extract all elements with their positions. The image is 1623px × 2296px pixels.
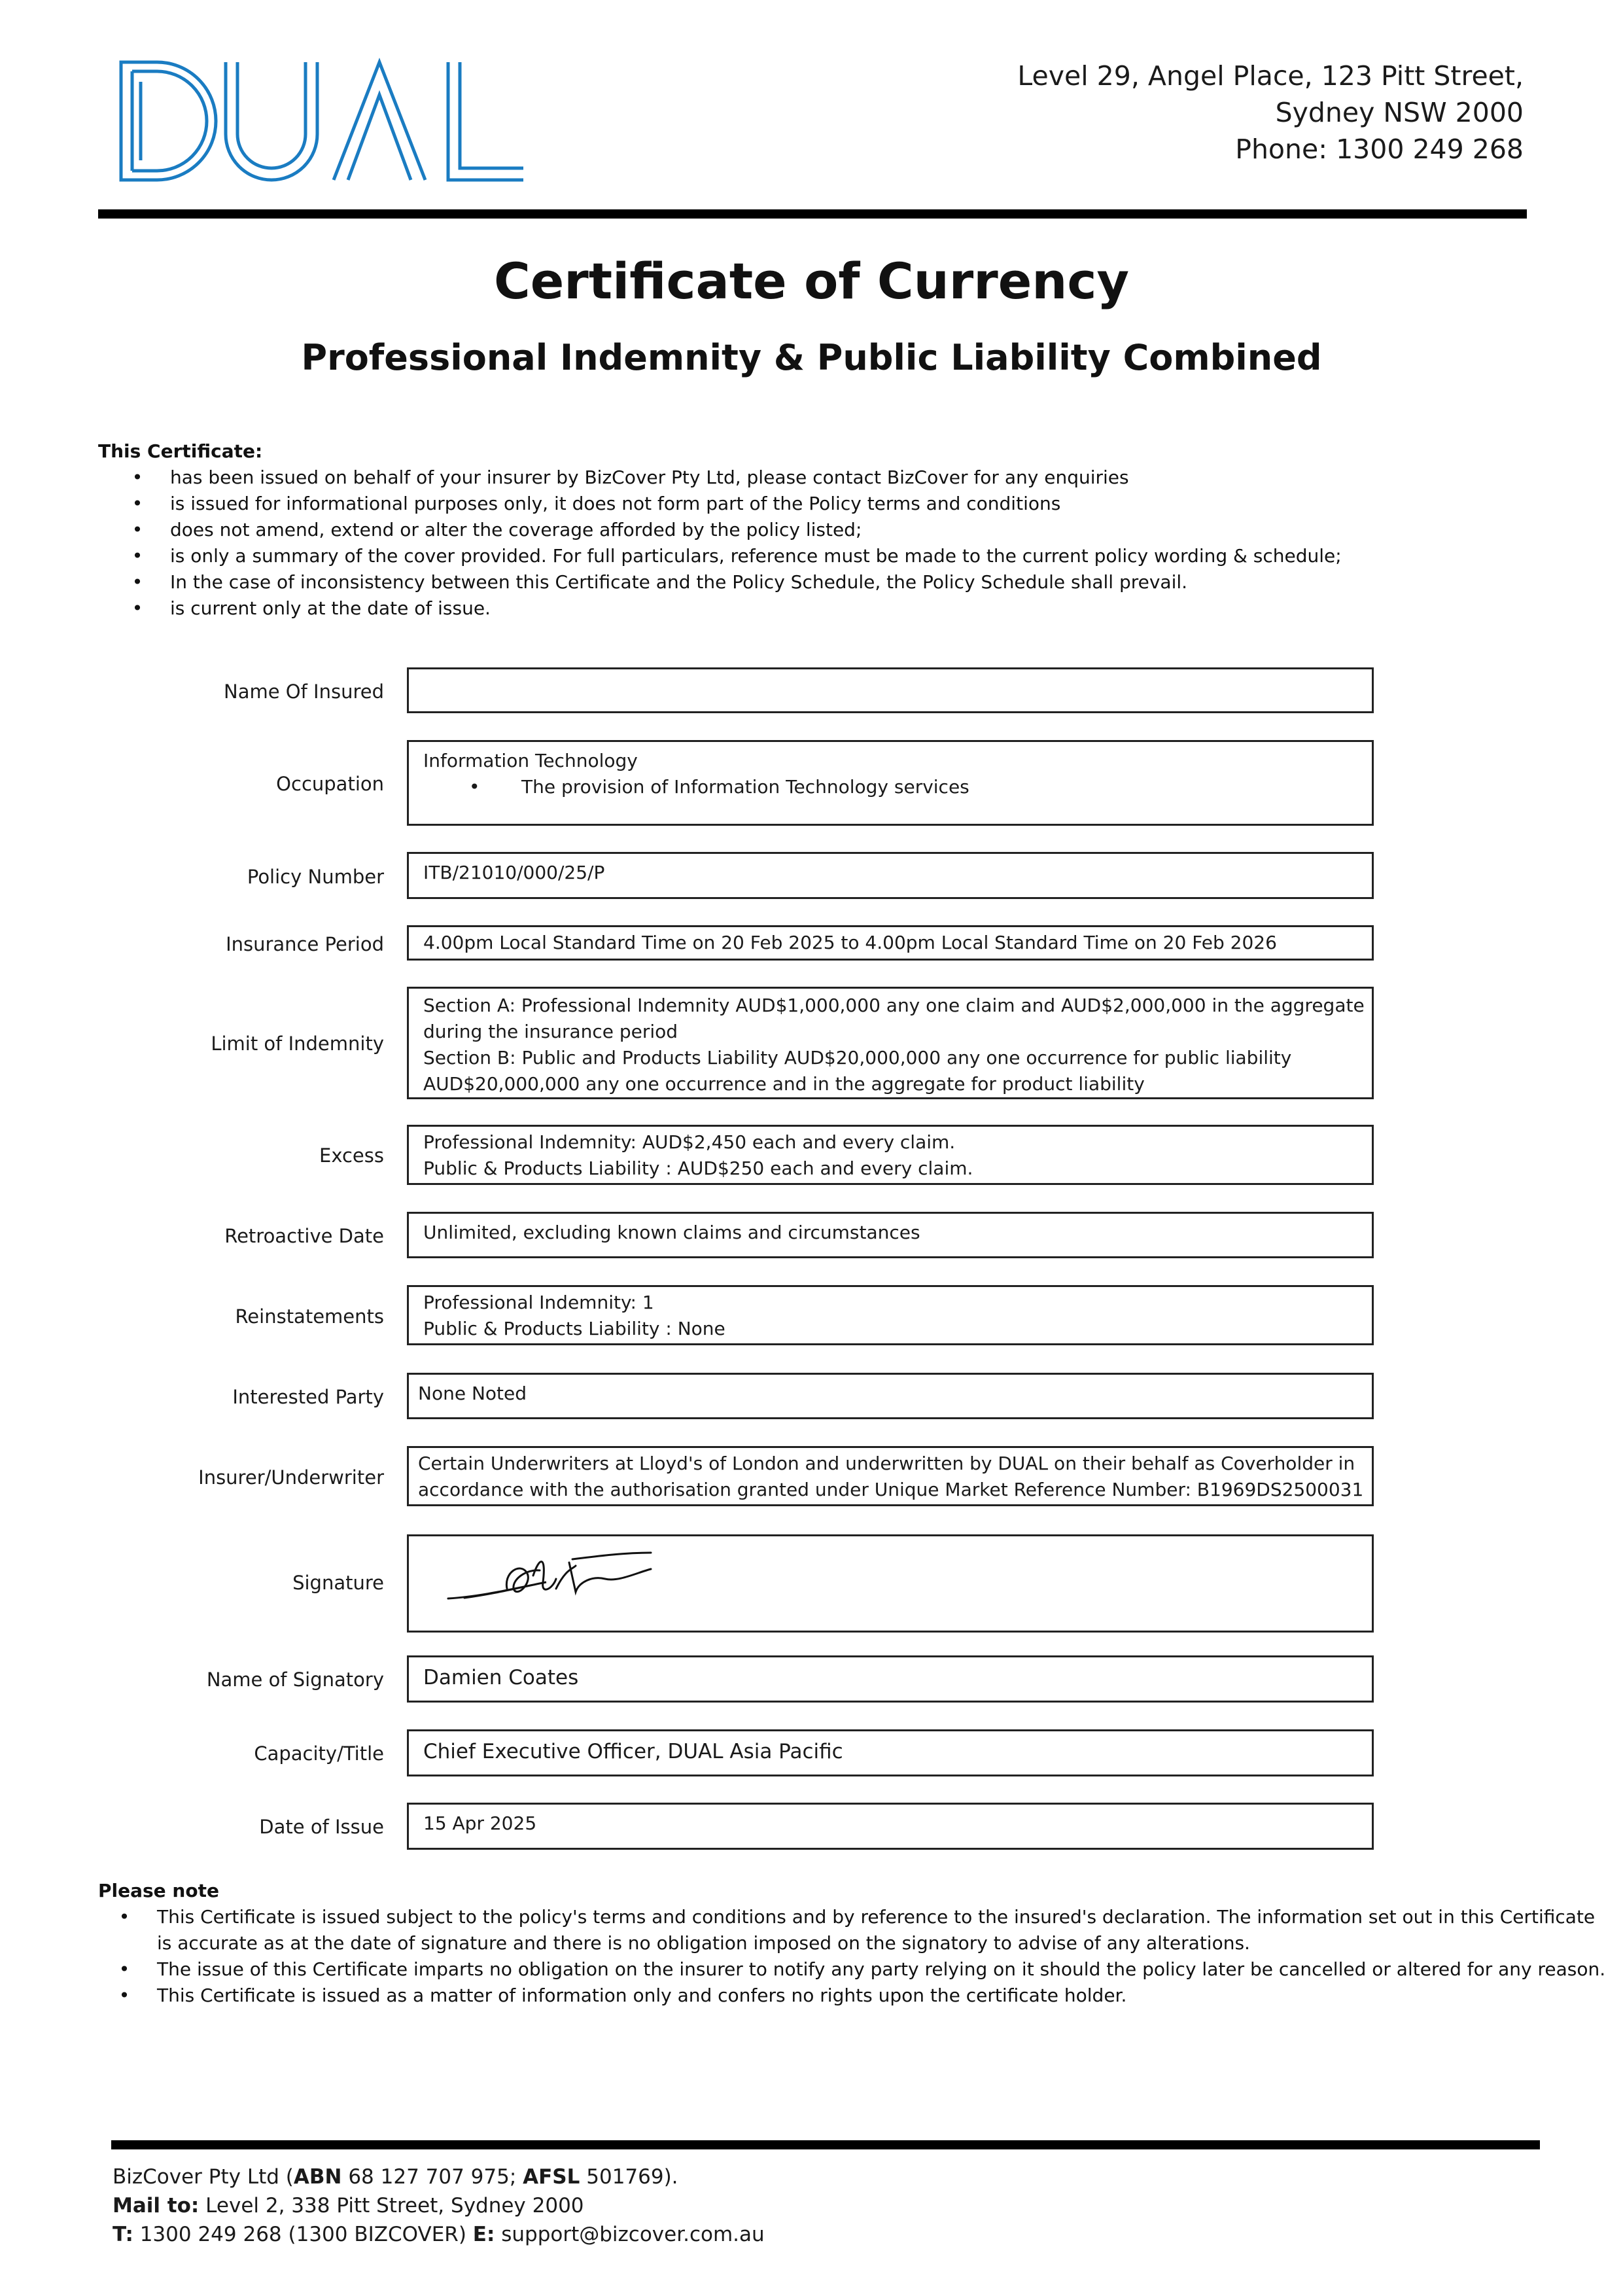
label-signature: Signature (292, 1572, 384, 1594)
address-line-2: Sydney NSW 2000 (1275, 97, 1524, 128)
list-item: • In the case of inconsistency between this Certificate and the Policy Schedule, the Policy Schedule shall prevail. (131, 571, 1188, 593)
insurer-line: Certain Underwriters at Lloyd's of London and underwritten by DUAL on their behalf as Coverholder in (418, 1453, 1355, 1474)
date-of-issue-box: 15 Apr 2025 (407, 1803, 1374, 1850)
reinstatements-box (407, 1285, 1374, 1345)
name-of-insured-box (407, 667, 1374, 713)
list-item: • This Certificate is issued subject to the policy's terms and conditions and by reference to the insured's declaration. The information set out in this Certificate (118, 1906, 1596, 1928)
limit-line: during the insurance period (423, 1021, 678, 1042)
list-item: • This Certificate is issued as a matter of information only and confers no rights upon the certificate holder. (118, 1985, 1127, 2006)
address-line-1: Level 29, Angel Place, 123 Pitt Street, (1017, 60, 1524, 92)
label-occupation: Occupation (276, 773, 384, 795)
policy-number-box: ITB/21010/000/25/P (407, 852, 1374, 899)
page-subtitle: Professional Indemnity & Public Liability Combined (301, 337, 1322, 378)
limit-line: Section B: Public and Products Liability AUD$20,000,000 any one occurrence for public liability (423, 1047, 1292, 1069)
list-item: is accurate as at the date of signature and there is no obligation imposed on the signatory to advise of any alterations. (157, 1932, 1250, 1954)
list-item: • is only a summary of the cover provided. For full particulars, reference must be made to the current policy wording & schedule; (131, 545, 1342, 567)
reinstatement-line: Public & Products Liability : None (423, 1318, 725, 1339)
label-limit-of-indemnity: Limit of Indemnity (211, 1033, 384, 1055)
insurer-box (407, 1446, 1374, 1506)
label-insurer: Insurer/Underwriter (198, 1466, 384, 1489)
label-reinstatements: Reinstatements (235, 1305, 384, 1328)
retroactive-date-box: Unlimited, excluding known claims and circumstances (407, 1212, 1374, 1258)
interested-party-box: None Noted (407, 1373, 1374, 1419)
footer-company: BizCover Pty Ltd (ABN 68 127 707 975; AFSL 501769). (113, 2165, 678, 2189)
list-item: • The issue of this Certificate imparts no obligation on the insurer to notify any party relying on it should the policy later be cancelled or altered for any reason. (118, 1958, 1606, 1980)
list-item: • is current only at the date of issue. (131, 597, 491, 619)
footer-email-link[interactable]: support@bizcover.com.au (495, 2223, 765, 2246)
capacity-box: Chief Executive Officer, DUAL Asia Pacific (407, 1729, 1374, 1776)
label-date-of-issue: Date of Issue (259, 1816, 384, 1838)
label-policy-number: Policy Number (247, 866, 384, 888)
reinstatement-line: Professional Indemnity: 1 (423, 1292, 654, 1313)
label-interested-party: Interested Party (232, 1386, 384, 1408)
occupation-box (407, 740, 1374, 826)
insurance-period-box: 4.00pm Local Standard Time on 20 Feb 2025 to 4.00pm Local Standard Time on 20 Feb 2026 (407, 925, 1374, 961)
list-item: • is issued for informational purposes only, it does not form part of the Policy terms and conditions (131, 493, 1061, 514)
intro-list (131, 465, 1505, 622)
occupation-value: Information Technology (423, 750, 638, 771)
limit-of-indemnity-box (407, 987, 1374, 1099)
page-title: Certificate of Currency (493, 252, 1129, 310)
label-name-of-insured: Name Of Insured (224, 680, 384, 703)
note-list (118, 1904, 1606, 2009)
note-heading: Please note (98, 1880, 219, 1901)
intro-heading: This Certificate: (98, 440, 263, 462)
name-of-signatory-box: Damien Coates (407, 1655, 1374, 1703)
signature-image (442, 1543, 657, 1615)
excess-box (407, 1125, 1374, 1185)
insurer-line: accordance with the authorisation granted under Unique Market Reference Number: B1969DS2500031 (418, 1479, 1364, 1500)
signature-box (407, 1534, 1374, 1633)
label-insurance-period: Insurance Period (226, 933, 384, 955)
label-excess: Excess (319, 1144, 384, 1167)
footer-rule (111, 2140, 1540, 2149)
list-item: • has been issued on behalf of your insurer by BizCover Pty Ltd, please contact BizCover for any enquiries (131, 467, 1129, 488)
label-name-of-signatory: Name of Signatory (206, 1669, 384, 1691)
footer-contact: T: 1300 249 268 (1300 BIZCOVER) E: support@bizcover.com.au (113, 2223, 765, 2246)
label-retroactive-date: Retroactive Date (224, 1225, 384, 1247)
excess-line: Public & Products Liability : AUD$250 each and every claim. (423, 1157, 973, 1179)
excess-line: Professional Indemnity: AUD$2,450 each and every claim. (423, 1131, 956, 1153)
limit-line: AUD$20,000,000 any one occurrence and in the aggregate for product liability (423, 1073, 1145, 1095)
occupation-detail-item: • The provision of Information Technology services (469, 776, 969, 798)
label-capacity: Capacity/Title (254, 1742, 384, 1765)
limit-line: Section A: Professional Indemnity AUD$1,000,000 any one claim and AUD$2,000,000 in the aggregate (423, 995, 1365, 1016)
dual-logo (118, 56, 527, 186)
address-phone: Phone: 1300 249 268 (1235, 133, 1524, 165)
footer-mail: Mail to: Level 2, 338 Pitt Street, Sydney 2000 (113, 2194, 584, 2217)
list-item: • does not amend, extend or alter the coverage afforded by the policy listed; (131, 519, 862, 540)
header-rule (98, 209, 1527, 219)
